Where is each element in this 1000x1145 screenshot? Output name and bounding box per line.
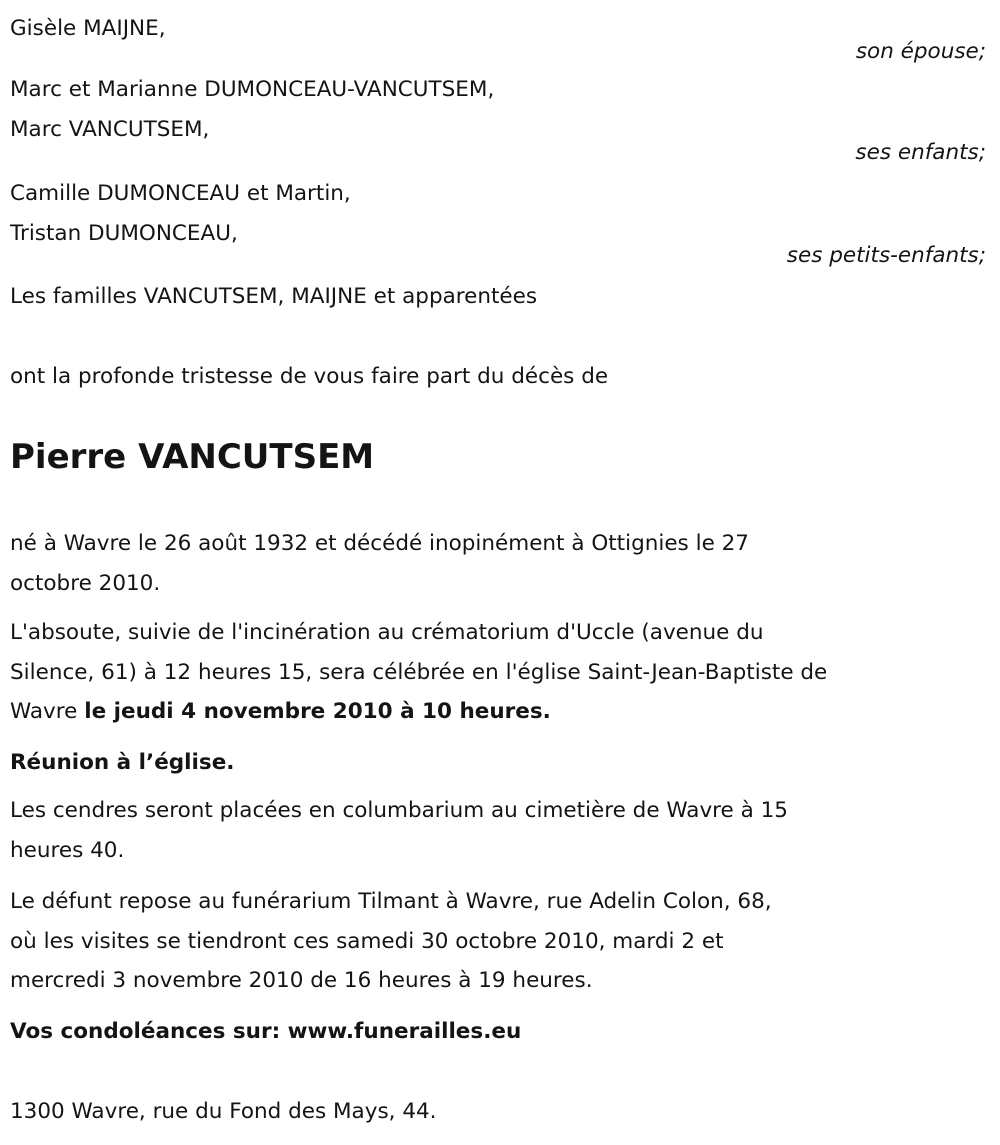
text-line: Silence, 61) à 12 heures 15, sera célébrée en l'église Saint-Jean-Baptiste de (10, 659, 828, 685)
ashes-paragraph (10, 791, 986, 870)
text-line: Les cendres seront placées en columbarium au cimetière de Wavre à 15 (10, 798, 788, 823)
text-line: octobre 2010. (10, 570, 161, 596)
spouse-role: son épouse; (855, 39, 986, 64)
grandchildren-role: ses petits-enfants; (786, 243, 986, 268)
text-line (10, 692, 986, 732)
ceremony-paragraph (10, 613, 986, 732)
deceased-name: Pierre VANCUTSEM (10, 437, 375, 477)
visits-paragraph (10, 882, 986, 1001)
families-line: Les familles VANCUTSEM, MAIJNE et apparentées (10, 284, 538, 309)
text-line: né à Wavre le 26 août 1932 et décédé inopinément à Ottignies le 27 (10, 531, 749, 556)
text-line: mercredi 3 novembre 2010 de 16 heures à 19 heures. (10, 968, 593, 993)
grandchild-name: Tristan DUMONCEAU, (10, 220, 238, 246)
birth-death-paragraph (10, 524, 986, 603)
text-line: heures 40. (10, 837, 125, 863)
address-line: 1300 Wavre, rue du Fond des Mays, 44. (10, 1099, 437, 1124)
text-line: L'absoute, suivie de l'incinération au crématorium d'Uccle (avenue du (10, 620, 764, 645)
child-name: Marc et Marianne DUMONCEAU-VANCUTSEM, (10, 77, 495, 102)
text-line: Le défunt repose au funérarium Tilmant à Wavre, rue Adelin Colon, 68, (10, 889, 772, 914)
grandchild-name: Camille DUMONCEAU et Martin, (10, 181, 351, 206)
announcement-text: ont la profonde tristesse de vous faire part du décès de (10, 364, 609, 389)
meeting-note: Réunion à l’église. (10, 750, 235, 775)
ceremony-date: le jeudi 4 novembre 2010 à 10 heures. (84, 699, 551, 724)
text-segment: Wavre (10, 699, 85, 724)
text-line: où les visites se tiendront ces samedi 30 octobre 2010, mardi 2 et (10, 928, 724, 954)
spouse-name: Gisèle MAIJNE, (10, 16, 166, 41)
child-name: Marc VANCUTSEM, (10, 116, 210, 142)
children-role: ses enfants; (855, 140, 986, 165)
condolences-line: Vos condoléances sur: www.funerailles.eu (10, 1019, 522, 1044)
